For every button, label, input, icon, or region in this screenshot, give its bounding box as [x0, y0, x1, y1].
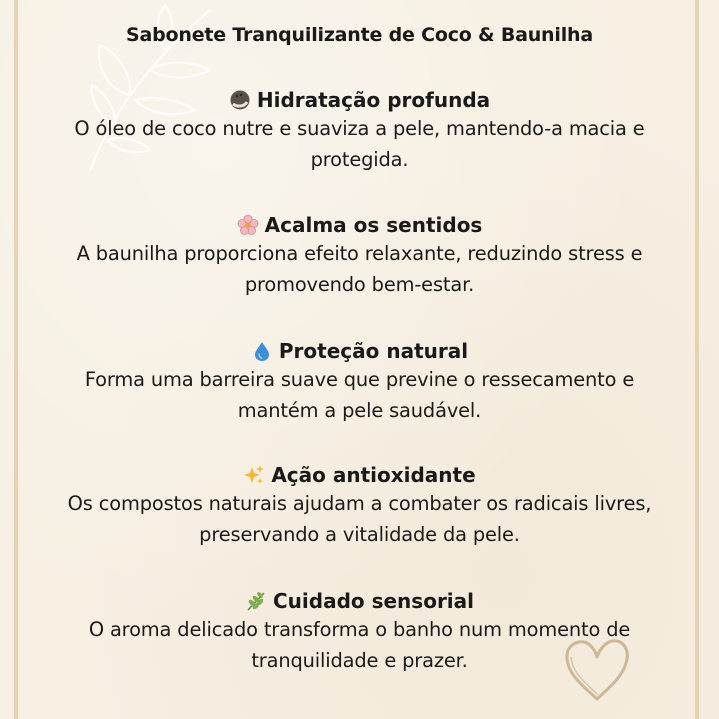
- right-border: [695, 0, 699, 719]
- benefit-section-hydration: [30, 87, 689, 175]
- benefit-section-sensory: [30, 588, 689, 676]
- section-heading: Ação antioxidante: [30, 462, 689, 488]
- herb-icon: [245, 590, 267, 612]
- left-border: [14, 0, 18, 719]
- section-text: Os compostos naturais ajudam a combater os radicais livres, preservando a vitalidade da pele.: [67, 492, 652, 546]
- section-text: A baunilha proporciona efeito relaxante, reduzindo stress e promovendo bem-estar.: [76, 242, 643, 296]
- benefit-section-calm: [30, 212, 689, 300]
- flower-icon: [237, 214, 259, 236]
- coconut-icon: [229, 89, 251, 111]
- section-text: O óleo de coco nutre e suaviza a pele, mantendo-a macia e protegida.: [74, 117, 645, 171]
- benefit-section-antioxidant: [30, 462, 689, 550]
- droplet-icon: [251, 340, 273, 362]
- section-heading: Proteção natural: [30, 338, 689, 364]
- section-text: Forma uma barreira suave que previne o ressecamento e mantém a pele saudável.: [84, 368, 635, 422]
- section-heading: Hidratação profunda: [30, 87, 689, 113]
- sparkles-icon: [243, 464, 265, 486]
- page-title: Sabonete Tranquilizante de Coco & Baunilha: [126, 24, 593, 46]
- benefit-section-protection: [30, 338, 689, 426]
- section-heading: Acalma os sentidos: [30, 212, 689, 238]
- section-heading: Cuidado sensorial: [30, 588, 689, 614]
- section-text: O aroma delicado transforma o banho num momento de tranquilidade e prazer.: [88, 618, 631, 672]
